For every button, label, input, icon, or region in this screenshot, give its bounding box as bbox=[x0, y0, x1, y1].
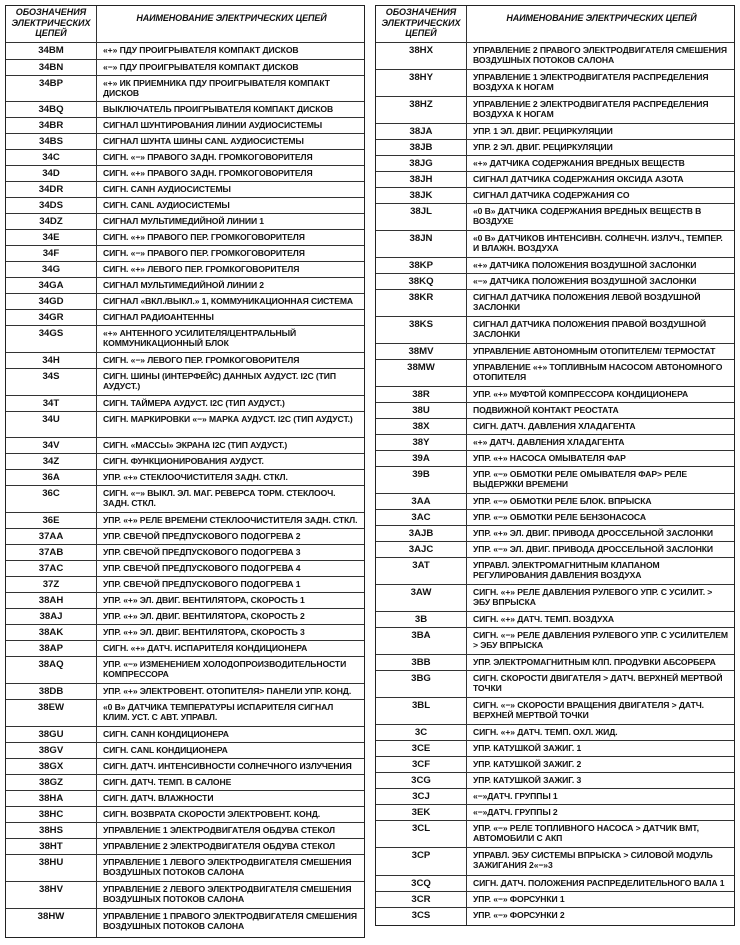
table-row bbox=[376, 289, 734, 316]
circuit-name: СИГН. «+» ДАТЧ. ИСПАРИТЕЛЯ КОНДИЦИОНЕРА bbox=[103, 643, 308, 653]
circuit-name: СИГН. CANH АУДИОСИСТЕМЫ bbox=[103, 184, 231, 194]
circuit-code: 34F bbox=[6, 246, 97, 261]
circuit-code: 38GU bbox=[6, 727, 97, 742]
circuit-code: 39B bbox=[376, 467, 467, 493]
table-row bbox=[6, 245, 364, 261]
table-row bbox=[6, 528, 364, 544]
circuit-code: 3CF bbox=[376, 757, 467, 772]
circuit-code: 38JN bbox=[376, 231, 467, 257]
table-row bbox=[376, 847, 734, 875]
circuit-code: 3BG bbox=[376, 671, 467, 697]
circuit-name: УПР. «+» СТЕКЛООЧИСТИТЕЛЯ ЗАДН. СТКЛ. bbox=[103, 472, 288, 482]
table-row bbox=[6, 854, 364, 881]
table-row bbox=[376, 42, 734, 69]
table-row bbox=[6, 908, 364, 937]
circuit-name: УПР. «+» ЭЛ. ДВИГ. ВЕНТИЛЯТОРА, СКОРОСТЬ 3 bbox=[103, 627, 305, 637]
table-row bbox=[376, 697, 734, 724]
table-row bbox=[6, 395, 364, 411]
circuit-name: СИГН. «+» ДАТЧ. ТЕМП. ВОЗДУХА bbox=[473, 614, 614, 624]
circuit-name: СИГН. ДАТЧ. ПОЛОЖЕНИЯ РАСПРЕДЕЛИТЕЛЬНОГО ВАЛА 1 bbox=[473, 878, 725, 888]
circuit-code: 38HV bbox=[6, 882, 97, 908]
circuit-code: 38KR bbox=[376, 290, 467, 316]
table-row bbox=[376, 139, 734, 155]
circuit-name: УПР. «−» РЕЛЕ ТОПЛИВНОГО НАСОСА > ДАТЧИК ВМТ, АВТОМОБИЛИ С АКП bbox=[473, 823, 699, 844]
table-row bbox=[376, 386, 734, 402]
table-row bbox=[376, 316, 734, 343]
circuit-name: СИГН. «МАССЫ» ЭКРАНА I2C (ТИП АУДУСТ.) bbox=[103, 440, 288, 450]
circuit-code: 3CP bbox=[376, 848, 467, 875]
header-name: НАИМЕНОВАНИЕ ЭЛЕКТРИЧЕСКИХ ЦЕПЕЙ bbox=[136, 13, 327, 23]
right-table bbox=[375, 5, 735, 926]
circuit-code: 38EW bbox=[6, 700, 97, 726]
table-row bbox=[6, 656, 364, 683]
table-row bbox=[376, 557, 734, 584]
circuit-code: 34DS bbox=[6, 198, 97, 213]
table-row bbox=[376, 740, 734, 756]
circuit-code: 38MW bbox=[376, 360, 467, 386]
circuit-name: СИГН. МАРКИРОВКИ «−» МАРКА АУДУСТ. I2C (ТИП АУДУСТ.) bbox=[103, 414, 353, 424]
circuit-code: 3AC bbox=[376, 510, 467, 525]
table-row bbox=[376, 155, 734, 171]
circuit-name: СИГНАЛ РАДИОАНТЕННЫ bbox=[103, 312, 214, 322]
circuit-name: СИГН. ДАТЧ. ИНТЕНСИВНОСТИ СОЛНЕЧНОГО ИЗЛУЧЕНИЯ bbox=[103, 761, 352, 771]
circuit-name: СИГН. «−» СКОРОСТИ ВРАЩЕНИЯ ДВИГАТЕЛЯ > ДАТЧ. ВЕРХНЕЙ МЕРТВОЙ ТОЧКИ bbox=[473, 700, 704, 721]
circuit-name: СИГН. СКОРОСТИ ДВИГАТЕЛЯ > ДАТЧ. ВЕРХНЕЙ МЕРТВОЙ ТОЧКИ bbox=[473, 673, 723, 694]
table-row bbox=[6, 469, 364, 485]
table-row bbox=[6, 229, 364, 245]
circuit-code: 34GR bbox=[6, 310, 97, 325]
table-row bbox=[376, 273, 734, 289]
circuit-code: 34V bbox=[6, 438, 97, 453]
circuit-name: СИГН. «+» ЛЕВОГО ПЕР. ГРОМКОГОВОРИТЕЛЯ bbox=[103, 264, 300, 274]
circuit-code: 38GX bbox=[6, 759, 97, 774]
circuit-code: 3AA bbox=[376, 494, 467, 509]
circuit-code: 3AJC bbox=[376, 542, 467, 557]
circuit-name: «+» ДАТЧИКА ПОЛОЖЕНИЯ ВОЗДУШНОЙ ЗАСЛОНКИ bbox=[473, 260, 697, 270]
circuit-code: 36E bbox=[6, 513, 97, 528]
table-row bbox=[376, 804, 734, 820]
circuit-name: СИГН. «−» РЕЛЕ ДАВЛЕНИЯ РУЛЕВОГО УПР. С УСИЛИТЕЛЕМ > ЭБУ ВПРЫСКА bbox=[473, 630, 728, 651]
circuit-code: 34BS bbox=[6, 134, 97, 149]
circuit-name: «0 В» ДАТЧИКОВ ИНТЕНСИВН. СОЛНЕЧН. ИЗЛУЧ., ТЕМПЕР. И ВЛАЖН. ВОЗДУХА bbox=[473, 233, 723, 254]
table-row bbox=[6, 683, 364, 699]
header-code: ОБОЗНАЧЕНИЯ ЭЛЕКТРИЧЕСКИХ ЦЕПЕЙ bbox=[376, 6, 467, 42]
circuit-name: УПРАВЛЕНИЕ 1 ЭЛЕКТРОДВИГАТЕЛЯ ОБДУВА СТЕКОЛ bbox=[103, 825, 335, 835]
circuit-name: СИГН. CANL КОНДИЦИОНЕРА bbox=[103, 745, 228, 755]
circuit-code: 38AK bbox=[6, 625, 97, 640]
circuit-name: УПР. 1 ЭЛ. ДВИГ. РЕЦИРКУЛЯЦИИ bbox=[473, 126, 613, 136]
circuit-name: УПРАВЛ. ЭБУ СИСТЕМЫ ВПРЫСКА > СИЛОВОЙ МОДУЛЬ ЗАЖИГАНИЯ 2«−»3 bbox=[473, 850, 713, 871]
table-row bbox=[376, 525, 734, 541]
circuit-code: 34DZ bbox=[6, 214, 97, 229]
circuit-code: 34D bbox=[6, 166, 97, 181]
circuit-code: 39A bbox=[376, 451, 467, 466]
circuit-name: СИГН. «−» ВЫКЛ. ЭЛ. МАГ. РЕВЕРСА ТОРМ. СТЕКЛООЧ. ЗАДН. СТКЛ. bbox=[103, 488, 336, 509]
circuit-code: 37Z bbox=[6, 577, 97, 592]
table-row bbox=[6, 544, 364, 560]
circuit-name: СИГНАЛ «ВКЛ./ВЫКЛ.» 1, КОММУНИКАЦИОННАЯ СИСТЕМА bbox=[103, 296, 353, 306]
table-row bbox=[6, 42, 364, 59]
circuit-name: СИГН. ТАЙМЕРА АУДУСТ. I2C (ТИП АУДУСТ.) bbox=[103, 398, 285, 408]
circuit-code: 3AT bbox=[376, 558, 467, 584]
table-row bbox=[6, 133, 364, 149]
circuit-name: «+» ПДУ ПРОИГРЫВАТЕЛЯ КОМПАКТ ДИСКОВ bbox=[103, 45, 299, 55]
circuit-name: УПРАВЛ. ЭЛЕКТРОМАГНИТНЫМ КЛАПАНОМ РЕГУЛИРОВАНИЯ ДАВЛЕНИЯ ВОЗДУХА bbox=[473, 560, 660, 581]
circuit-name: УПРАВЛЕНИЕ 2 ЭЛЕКТРОДВИГАТЕЛЯ ОБДУВА СТЕКОЛ bbox=[103, 841, 335, 851]
table-row bbox=[6, 101, 364, 117]
circuit-name: УПРАВЛЕНИЕ 1 ЛЕВОГО ЭЛЕКТРОДВИГАТЕЛЯ СМЕШЕНИЯ ВОЗДУШНЫХ ПОТОКОВ САЛОНА bbox=[103, 857, 352, 878]
circuit-code: 34E bbox=[6, 230, 97, 245]
table-row bbox=[376, 724, 734, 740]
circuit-name: УПР. «+» ЭЛ. ДВИГ. ПРИВОДА ДРОССЕЛЬНОЙ ЗАСЛОНКИ bbox=[473, 528, 713, 538]
header-code: ОБОЗНАЧЕНИЯ ЭЛЕКТРИЧЕСКИХ ЦЕПЕЙ bbox=[6, 6, 97, 42]
table-row bbox=[6, 325, 364, 352]
circuit-code: 34H bbox=[6, 353, 97, 368]
table-header bbox=[6, 6, 364, 42]
circuit-name: СИГН. ДАТЧ. ВЛАЖНОСТИ bbox=[103, 793, 214, 803]
circuit-name: СИГНАЛ ШУНТИРОВАНИЯ ЛИНИИ АУДИОСИСТЕМЫ bbox=[103, 120, 323, 130]
table-row bbox=[6, 560, 364, 576]
circuit-name: УПР. СВЕЧОЙ ПРЕДПУСКОВОГО ПОДОГРЕВА 4 bbox=[103, 563, 301, 573]
circuit-code: 3BB bbox=[376, 655, 467, 670]
table-row bbox=[376, 343, 734, 359]
circuit-code: 38HY bbox=[376, 70, 467, 96]
table-row bbox=[376, 654, 734, 670]
circuit-name: УПР. СВЕЧОЙ ПРЕДПУСКОВОГО ПОДОГРЕВА 3 bbox=[103, 547, 301, 557]
table-header bbox=[376, 6, 734, 42]
table-row bbox=[376, 96, 734, 123]
table-row bbox=[376, 875, 734, 891]
circuit-name: СИГН. ФУНКЦИОНИРОВАНИЯ АУДУСТ. bbox=[103, 456, 264, 466]
circuit-code: 38KP bbox=[376, 258, 467, 273]
circuit-name: УПРАВЛЕНИЕ 2 ПРАВОГО ЭЛЕКТРОДВИГАТЕЛЯ СМЕШЕНИЯ ВОЗДУШНЫХ ПОТОКОВ САЛОНА bbox=[473, 45, 727, 66]
circuit-code: 34Z bbox=[6, 454, 97, 469]
table-row bbox=[6, 277, 364, 293]
table-row bbox=[376, 627, 734, 654]
table-row bbox=[376, 788, 734, 804]
circuit-name: УПР. «−» ЭЛ. ДВИГ. ПРИВОДА ДРОССЕЛЬНОЙ ЗАСЛОНКИ bbox=[473, 544, 713, 554]
table-row bbox=[376, 434, 734, 450]
circuit-name: УПР. КАТУШКОЙ ЗАЖИГ. 2 bbox=[473, 759, 582, 769]
circuit-code: 38KQ bbox=[376, 274, 467, 289]
circuit-code: 3CJ bbox=[376, 789, 467, 804]
table-row bbox=[6, 437, 364, 453]
circuit-code: 34BP bbox=[6, 76, 97, 101]
table-row bbox=[376, 359, 734, 386]
circuit-name: СИГН. «+» ДАТЧ. ТЕМП. ОХЛ. ЖИД. bbox=[473, 727, 618, 737]
table-row bbox=[6, 790, 364, 806]
circuit-name: УПР. «−» ОБМОТКИ РЕЛЕ БЛОК. ВПРЫСКА bbox=[473, 496, 652, 506]
table-row bbox=[376, 123, 734, 139]
circuit-code: 3CR bbox=[376, 892, 467, 907]
table-row bbox=[376, 820, 734, 847]
circuit-code: 34DR bbox=[6, 182, 97, 197]
circuit-name: УПР. «−» ОБМОТКИ РЕЛЕ БЕНЗОНАСОСА bbox=[473, 512, 646, 522]
circuit-code: 3B bbox=[376, 612, 467, 627]
table-row bbox=[6, 774, 364, 790]
circuit-name: УПР. «+» ЭЛЕКТРОВЕНТ. ОТОПИТЕЛЯ> ПАНЕЛИ УПР. КОНД. bbox=[103, 686, 352, 696]
circuit-name: УПР. ЭЛЕКТРОМАГНИТНЫМ КЛП. ПРОДУВКИ АБСОРБЕРА bbox=[473, 657, 716, 667]
circuit-code: 38HS bbox=[6, 823, 97, 838]
circuit-code: 38HX bbox=[376, 43, 467, 69]
circuit-name: УПР. КАТУШКОЙ ЗАЖИГ. 3 bbox=[473, 775, 582, 785]
circuit-name: УПР. «+» ЭЛ. ДВИГ. ВЕНТИЛЯТОРА, СКОРОСТЬ 2 bbox=[103, 611, 305, 621]
table-row bbox=[6, 149, 364, 165]
circuit-code: 38JA bbox=[376, 124, 467, 139]
circuit-name: СИГН. «+» ПРАВОГО ЗАДН. ГРОМКОГОВОРИТЕЛЯ bbox=[103, 168, 313, 178]
table-row bbox=[6, 368, 364, 395]
table-row bbox=[376, 541, 734, 557]
circuit-code: 36C bbox=[6, 486, 97, 512]
table-row bbox=[6, 822, 364, 838]
circuit-code: 37AA bbox=[6, 529, 97, 544]
circuit-code: 36A bbox=[6, 470, 97, 485]
circuit-code: 38JB bbox=[376, 140, 467, 155]
circuit-code: 38X bbox=[376, 419, 467, 434]
circuit-name: «+» ИК ПРИЕМНИКА ПДУ ПРОИГРЫВАТЕЛЯ КОМПАКТ ДИСКОВ bbox=[103, 78, 330, 99]
circuit-code: 38JL bbox=[376, 204, 467, 230]
circuit-name: УПР. СВЕЧОЙ ПРЕДПУСКОВОГО ПОДОГРЕВА 2 bbox=[103, 531, 301, 541]
table-row bbox=[6, 576, 364, 592]
circuit-name: «+» АНТЕННОГО УСИЛИТЕЛЯ/ЦЕНТРАЛЬНЫЙ КОММУНИКАЦИОННЫЙ БЛОК bbox=[103, 328, 297, 349]
circuit-code: 34GS bbox=[6, 326, 97, 352]
circuit-name: СИГНАЛ ДАТЧИКА ПОЛОЖЕНИЯ ЛЕВОЙ ВОЗДУШНОЙ ЗАСЛОНКИ bbox=[473, 292, 701, 313]
table-row bbox=[6, 165, 364, 181]
circuit-name: УПР. 2 ЭЛ. ДВИГ. РЕЦИРКУЛЯЦИИ bbox=[473, 142, 613, 152]
circuit-name: СИГНАЛ МУЛЬТИМЕДИЙНОЙ ЛИНИИ 1 bbox=[103, 216, 264, 226]
circuit-code: 38Y bbox=[376, 435, 467, 450]
table-row bbox=[6, 608, 364, 624]
table-row bbox=[376, 907, 734, 925]
table-row bbox=[6, 512, 364, 528]
circuit-code: 34C bbox=[6, 150, 97, 165]
circuit-code: 34G bbox=[6, 262, 97, 277]
table-row bbox=[6, 309, 364, 325]
table-row bbox=[376, 509, 734, 525]
circuit-code: 38KS bbox=[376, 317, 467, 343]
circuit-name: СИГН. ВОЗВРАТА СКОРОСТИ ЭЛЕКТРОВЕНТ. КОНД. bbox=[103, 809, 321, 819]
circuit-name: «+» ДАТЧ. ДАВЛЕНИЯ ХЛАДАГЕНТА bbox=[473, 437, 625, 447]
table-row bbox=[6, 838, 364, 854]
table-row bbox=[6, 453, 364, 469]
circuit-name: УПР. «−» ОБМОТКИ РЕЛЕ ОМЫВАТЕЛЯ ФАР> РЕЛЕ ВЫДЕРЖКИ ВРЕМЕНИ bbox=[473, 469, 688, 490]
circuit-code: 3CE bbox=[376, 741, 467, 756]
circuit-name: УПР. СВЕЧОЙ ПРЕДПУСКОВОГО ПОДОГРЕВА 1 bbox=[103, 579, 301, 589]
table-row bbox=[376, 69, 734, 96]
table-row bbox=[376, 402, 734, 418]
table-row bbox=[6, 59, 364, 75]
circuit-code: 38DB bbox=[6, 684, 97, 699]
table-row bbox=[376, 171, 734, 187]
header-name: НАИМЕНОВАНИЕ ЭЛЕКТРИЧЕСКИХ ЦЕПЕЙ bbox=[506, 13, 697, 23]
left-table bbox=[5, 5, 365, 938]
circuit-code: 38AP bbox=[6, 641, 97, 656]
circuit-code: 3EK bbox=[376, 805, 467, 820]
table-row bbox=[6, 75, 364, 101]
circuit-code: 34S bbox=[6, 369, 97, 395]
circuit-code: 38AH bbox=[6, 593, 97, 608]
circuit-code: 3BL bbox=[376, 698, 467, 724]
table-row bbox=[376, 450, 734, 466]
circuit-name: СИГН. CANH КОНДИЦИОНЕРА bbox=[103, 729, 229, 739]
circuit-code: 3AW bbox=[376, 585, 467, 611]
table-row bbox=[376, 756, 734, 772]
circuit-code: 38JK bbox=[376, 188, 467, 203]
circuit-name: УПР. «+» НАСОСА ОМЫВАТЕЛЯ ФАР bbox=[473, 453, 626, 463]
table-row bbox=[376, 203, 734, 230]
table-row bbox=[6, 592, 364, 608]
table-row bbox=[6, 213, 364, 229]
circuit-name: УПР. «−» ФОРСУНКИ 1 bbox=[473, 894, 565, 904]
circuit-code: 38HC bbox=[6, 807, 97, 822]
table-row bbox=[6, 624, 364, 640]
circuit-code: 34T bbox=[6, 396, 97, 411]
circuit-name: «−»ДАТЧ. ГРУППЫ 1 bbox=[473, 791, 558, 801]
table-row bbox=[6, 485, 364, 512]
table-row bbox=[376, 418, 734, 434]
table-row bbox=[6, 758, 364, 774]
circuit-code: 38R bbox=[376, 387, 467, 402]
table-row bbox=[6, 726, 364, 742]
circuit-code: 38U bbox=[376, 403, 467, 418]
circuit-name: УПРАВЛЕНИЕ 1 ЭЛЕКТРОДВИГАТЕЛЯ РАСПРЕДЕЛЕНИЯ ВОЗДУХА К НОГАМ bbox=[473, 72, 709, 93]
circuit-name: «−» ДАТЧИКА ПОЛОЖЕНИЯ ВОЗДУШНОЙ ЗАСЛОНКИ bbox=[473, 276, 697, 286]
circuit-name: СИГН. ДАТЧ. ТЕМП. В САЛОНЕ bbox=[103, 777, 232, 787]
circuit-code: 3CQ bbox=[376, 876, 467, 891]
circuit-name: УПР. «−» ФОРСУНКИ 2 bbox=[473, 910, 565, 920]
circuit-name: «+» ДАТЧИКА СОДЕРЖАНИЯ ВРЕДНЫХ ВЕЩЕСТВ bbox=[473, 158, 685, 168]
circuit-name: ВЫКЛЮЧАТЕЛЬ ПРОИГРЫВАТЕЛЯ КОМПАКТ ДИСКОВ bbox=[103, 104, 334, 114]
circuit-name: УПРАВЛЕНИЕ 2 ЭЛЕКТРОДВИГАТЕЛЯ РАСПРЕДЕЛЕНИЯ ВОЗДУХА К НОГАМ bbox=[473, 99, 709, 120]
circuit-name: УПР. «−» ИЗМЕНЕНИЕМ ХОЛОДОПРОИЗВОДИТЕЛЬНОСТИ КОМПРЕССОРА bbox=[103, 659, 347, 680]
circuit-code: 38JG bbox=[376, 156, 467, 171]
circuit-code: 38AJ bbox=[6, 609, 97, 624]
table-row bbox=[376, 611, 734, 627]
circuit-name: «−» ПДУ ПРОИГРЫВАТЕЛЯ КОМПАКТ ДИСКОВ bbox=[103, 62, 299, 72]
circuit-code: 34U bbox=[6, 412, 97, 437]
circuit-name: СИГН. «−» ЛЕВОГО ПЕР. ГРОМКОГОВОРИТЕЛЯ bbox=[103, 355, 300, 365]
table-row bbox=[376, 584, 734, 611]
circuit-code: 38MV bbox=[376, 344, 467, 359]
table-row bbox=[6, 881, 364, 908]
table-row bbox=[6, 352, 364, 368]
table-row bbox=[376, 466, 734, 493]
table-row bbox=[6, 293, 364, 309]
circuit-code: 38GZ bbox=[6, 775, 97, 790]
table-row bbox=[376, 493, 734, 509]
circuit-name: СИГН. «−» ПРАВОГО ПЕР. ГРОМКОГОВОРИТЕЛЯ bbox=[103, 248, 305, 258]
circuit-name: УПРАВЛЕНИЕ 2 ЛЕВОГО ЭЛЕКТРОДВИГАТЕЛЯ СМЕШЕНИЯ ВОЗДУШНЫХ ПОТОКОВ САЛОНА bbox=[103, 884, 352, 905]
table-row bbox=[376, 772, 734, 788]
circuit-name: УПР. «+» ЭЛ. ДВИГ. ВЕНТИЛЯТОРА, СКОРОСТЬ 1 bbox=[103, 595, 305, 605]
circuit-name: СИГНАЛ ДАТЧИКА ПОЛОЖЕНИЯ ПРАВОЙ ВОЗДУШНОЙ ЗАСЛОНКИ bbox=[473, 319, 706, 340]
circuit-name: СИГНАЛ ДАТЧИКА СОДЕРЖАНИЯ CO bbox=[473, 190, 630, 200]
circuit-code: 34GD bbox=[6, 294, 97, 309]
table-row bbox=[6, 117, 364, 133]
table-row bbox=[6, 640, 364, 656]
circuit-name: СИГНАЛ ДАТЧИКА СОДЕРЖАНИЯ ОКСИДА АЗОТА bbox=[473, 174, 684, 184]
circuit-code: 3C bbox=[376, 725, 467, 740]
circuit-name: УПР. «+» РЕЛЕ ВРЕМЕНИ СТЕКЛООЧИСТИТЕЛЯ ЗАДН. СТКЛ. bbox=[103, 515, 358, 525]
circuit-code: 3CG bbox=[376, 773, 467, 788]
circuit-code: 37AB bbox=[6, 545, 97, 560]
circuit-name: СИГН. «−» ПРАВОГО ЗАДН. ГРОМКОГОВОРИТЕЛЯ bbox=[103, 152, 313, 162]
circuit-name: «−»ДАТЧ. ГРУППЫ 2 bbox=[473, 807, 558, 817]
circuit-code: 34GA bbox=[6, 278, 97, 293]
circuit-code: 38HA bbox=[6, 791, 97, 806]
circuit-name: «0 В» ДАТЧИКА ТЕМПЕРАТУРЫ ИСПАРИТЕЛЯ СИГНАЛ КЛИМ. УСТ. С АВТ. УПРАВЛ. bbox=[103, 702, 334, 723]
circuit-code: 38HW bbox=[6, 909, 97, 937]
circuit-name: УПР. «+» МУФТОЙ КОМПРЕССОРА КОНДИЦИОНЕРА bbox=[473, 389, 689, 399]
table-row bbox=[6, 806, 364, 822]
circuit-code: 38HZ bbox=[376, 97, 467, 123]
circuit-name: СИГН. «+» ПРАВОГО ПЕР. ГРОМКОГОВОРИТЕЛЯ bbox=[103, 232, 305, 242]
circuit-code: 38JH bbox=[376, 172, 467, 187]
circuit-code: 34BM bbox=[6, 43, 97, 59]
circuit-name: «0 В» ДАТЧИКА СОДЕРЖАНИЯ ВРЕДНЫХ ВЕЩЕСТВ В ВОЗДУХЕ bbox=[473, 206, 702, 227]
circuit-name: УПРАВЛЕНИЕ «+» ТОПЛИВНЫМ НАСОСОМ АВТОНОМНОГО ОТОПИТЕЛЯ bbox=[473, 362, 723, 383]
circuit-code: 38HU bbox=[6, 855, 97, 881]
circuit-code: 34BN bbox=[6, 60, 97, 75]
table-row bbox=[376, 891, 734, 907]
table-row bbox=[376, 257, 734, 273]
circuit-name: СИГН. CANL АУДИОСИСТЕМЫ bbox=[103, 200, 230, 210]
table-row bbox=[6, 742, 364, 758]
circuit-name: СИГН. ДАТЧ. ДАВЛЕНИЯ ХЛАДАГЕНТА bbox=[473, 421, 636, 431]
circuit-code: 34BQ bbox=[6, 102, 97, 117]
circuit-code: 3CS bbox=[376, 908, 467, 925]
circuit-code: 38GV bbox=[6, 743, 97, 758]
circuit-name: СИГНАЛ ШУНТА ШИНЫ CANL АУДИОСИСТЕМЫ bbox=[103, 136, 304, 146]
circuit-code: 3CL bbox=[376, 821, 467, 847]
circuit-name: УПРАВЛЕНИЕ 1 ПРАВОГО ЭЛЕКТРОДВИГАТЕЛЯ СМЕШЕНИЯ ВОЗДУШНЫХ ПОТОКОВ САЛОНА bbox=[103, 911, 357, 932]
table-row bbox=[376, 187, 734, 203]
circuit-name: УПР. КАТУШКОЙ ЗАЖИГ. 1 bbox=[473, 743, 582, 753]
circuit-name: СИГН. «+» РЕЛЕ ДАВЛЕНИЯ РУЛЕВОГО УПР. С УСИЛИТ. > ЭБУ ВПРЫСКА bbox=[473, 587, 713, 608]
circuit-code: 38HT bbox=[6, 839, 97, 854]
circuit-code: 37AC bbox=[6, 561, 97, 576]
table-row bbox=[6, 197, 364, 213]
table-row bbox=[6, 699, 364, 726]
table-row bbox=[376, 670, 734, 697]
circuit-code: 38AQ bbox=[6, 657, 97, 683]
table-row bbox=[6, 261, 364, 277]
table-row bbox=[376, 230, 734, 257]
circuit-code: 3BA bbox=[376, 628, 467, 654]
table-row bbox=[6, 181, 364, 197]
circuit-name: УПРАВЛЕНИЕ АВТОНОМНЫМ ОТОПИТЕЛЕМ/ ТЕРМОСТАТ bbox=[473, 346, 716, 356]
table-row bbox=[6, 411, 364, 437]
circuit-code: 3AJB bbox=[376, 526, 467, 541]
circuit-name: ПОДВИЖНОЙ КОНТАКТ РЕОСТАТА bbox=[473, 405, 619, 415]
circuit-code: 34BR bbox=[6, 118, 97, 133]
circuit-name: СИГН. ШИНЫ (ИНТЕРФЕЙС) ДАННЫХ АУДУСТ. I2C (ТИП АУДУСТ.) bbox=[103, 371, 336, 392]
circuit-name: СИГНАЛ МУЛЬТИМЕДИЙНОЙ ЛИНИИ 2 bbox=[103, 280, 264, 290]
